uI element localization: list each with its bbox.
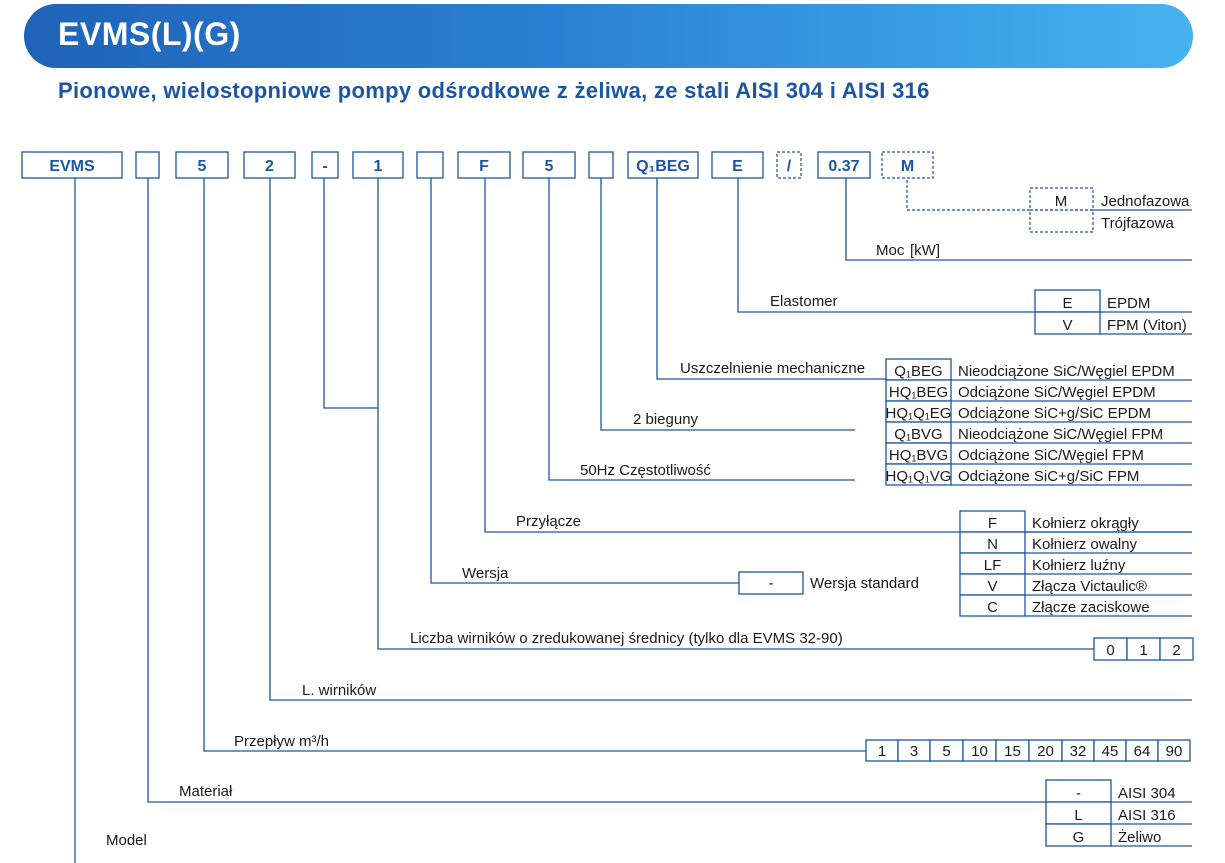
- flow-option: 10: [971, 743, 988, 760]
- version-label: Wersja: [462, 565, 509, 582]
- material-option-code: G: [1072, 829, 1085, 846]
- connection-option-desc: Złącza Victaulic®: [1032, 578, 1147, 595]
- version-desc: Wersja standard: [810, 575, 919, 592]
- phase-code: M: [1054, 193, 1068, 210]
- flow-label: Przepływ m³/h: [234, 733, 330, 750]
- flow-option: 3: [909, 743, 919, 760]
- code-box-label: F: [479, 158, 489, 175]
- seal-option-desc: Odciążone SiC+g/SiC EPDM: [958, 405, 1151, 422]
- code-box-label: E: [732, 158, 743, 175]
- seal-option-desc: Odciążone SiC/Węgiel EPDM: [958, 384, 1156, 401]
- code-box-label: 5: [197, 158, 207, 175]
- model-label: Model: [106, 832, 147, 849]
- seal-label: Uszczelnienie mechaniczne: [680, 360, 866, 377]
- seal-option-desc: Nieodciążone SiC/Węgiel FPM: [958, 426, 1164, 443]
- elastomer-option-code: V: [1062, 317, 1073, 334]
- phase-code-cell: [1030, 210, 1093, 232]
- page-subtitle: Pionowe, wielostopniowe pompy odśrodkowe z żeliwa, ze stali AISI 304 i AISI 316: [58, 78, 930, 103]
- material-option-code: L: [1074, 807, 1083, 824]
- code-box-7: [417, 152, 443, 178]
- connection-option-code: F: [987, 515, 998, 532]
- phase-desc: Jednofazowa: [1101, 193, 1190, 210]
- connection-option-desc: Kołnierz luźny: [1032, 557, 1126, 574]
- flow-option: 45: [1101, 743, 1119, 760]
- code-box-label: 5: [544, 158, 554, 175]
- seal-option-desc: Nieodciążone SiC/Węgiel EPDM: [958, 363, 1175, 380]
- flow-option: 32: [1069, 743, 1087, 760]
- flow-option: 90: [1165, 743, 1183, 760]
- flow-option: 20: [1037, 743, 1054, 760]
- frequency-label: 50Hz Częstotliwość: [580, 462, 711, 479]
- code-box-2: [136, 152, 159, 178]
- seal-option-code: HQ₁BVG: [888, 447, 949, 464]
- seal-option-code: HQ₁Q₁EG: [885, 405, 952, 422]
- connection-option-code: V: [987, 578, 998, 595]
- seal-option-code: Q₁BVG: [894, 426, 943, 443]
- material-option-desc: AISI 304: [1118, 785, 1176, 802]
- code-box-10: [589, 152, 613, 178]
- flow-option: 1: [877, 743, 887, 760]
- phase-desc: Trójfazowa: [1101, 215, 1174, 232]
- power-unit: [kW]: [910, 242, 940, 259]
- code-box-label: Q₁BEG: [636, 158, 690, 175]
- code-box-label: 2: [265, 158, 274, 175]
- material-connector: [148, 178, 1046, 802]
- code-box-label: /: [786, 158, 792, 175]
- reduced-option: 2: [1172, 642, 1181, 659]
- seal-option-code: HQ₁BEG: [888, 384, 949, 401]
- flow-option: 15: [1004, 743, 1021, 760]
- elastomer-label: Elastomer: [770, 293, 838, 310]
- connection-option-desc: Kołnierz okrągły: [1032, 515, 1139, 532]
- dash-connector: [324, 178, 378, 408]
- poles-label: 2 bieguny: [633, 411, 699, 428]
- seal-option-desc: Odciążone SiC+g/SiC FPM: [958, 468, 1140, 485]
- connection-label: Przyłącze: [516, 513, 582, 530]
- elastomer-option-code: E: [1062, 295, 1073, 312]
- seal-option-code: HQ₁Q₁VG: [885, 468, 952, 485]
- code-box-label: 1: [373, 158, 383, 175]
- seal-option-code: Q₁BEG: [894, 363, 943, 380]
- flow-connector: [204, 178, 866, 751]
- connection-option-code: C: [987, 599, 998, 616]
- phase-connector: [907, 180, 1030, 210]
- seal-connector: [657, 178, 886, 379]
- material-option-desc: AISI 316: [1118, 807, 1176, 824]
- connection-option-code: N: [987, 536, 998, 553]
- impellers-label: L. wirników: [302, 682, 377, 699]
- code-box-label: EVMS: [49, 158, 95, 175]
- page-title: EVMS(L)(G): [58, 16, 241, 52]
- version-code: -: [768, 575, 774, 592]
- connection-option-desc: Złącze zaciskowe: [1032, 599, 1150, 616]
- material-option-desc: Żeliwo: [1118, 829, 1162, 846]
- version-connector: [431, 178, 739, 583]
- material-label: Materiał: [179, 783, 233, 800]
- code-box-label: M: [900, 158, 915, 175]
- elastomer-option-desc: EPDM: [1107, 295, 1151, 312]
- connection-option-desc: Kołnierz owalny: [1032, 536, 1138, 553]
- material-option-code: -: [1076, 785, 1081, 802]
- power-label: Moc: [876, 242, 905, 259]
- connection-option-code: LF: [983, 557, 1002, 574]
- flow-option: 5: [942, 743, 951, 760]
- reduced-option: 0: [1106, 642, 1115, 659]
- code-box-label: 0.37: [828, 158, 860, 175]
- frequency-connector: [549, 178, 855, 480]
- flow-option: 64: [1133, 743, 1151, 760]
- reduced-option: 1: [1139, 642, 1148, 659]
- elastomer-option-desc: FPM (Viton): [1107, 317, 1187, 334]
- reduced-label: Liczba wirników o zredukowanej średnicy (tylko dla EVMS 32-90): [410, 630, 843, 647]
- code-box-label: -: [322, 158, 328, 175]
- seal-option-desc: Odciążone SiC/Węgiel FPM: [958, 447, 1144, 464]
